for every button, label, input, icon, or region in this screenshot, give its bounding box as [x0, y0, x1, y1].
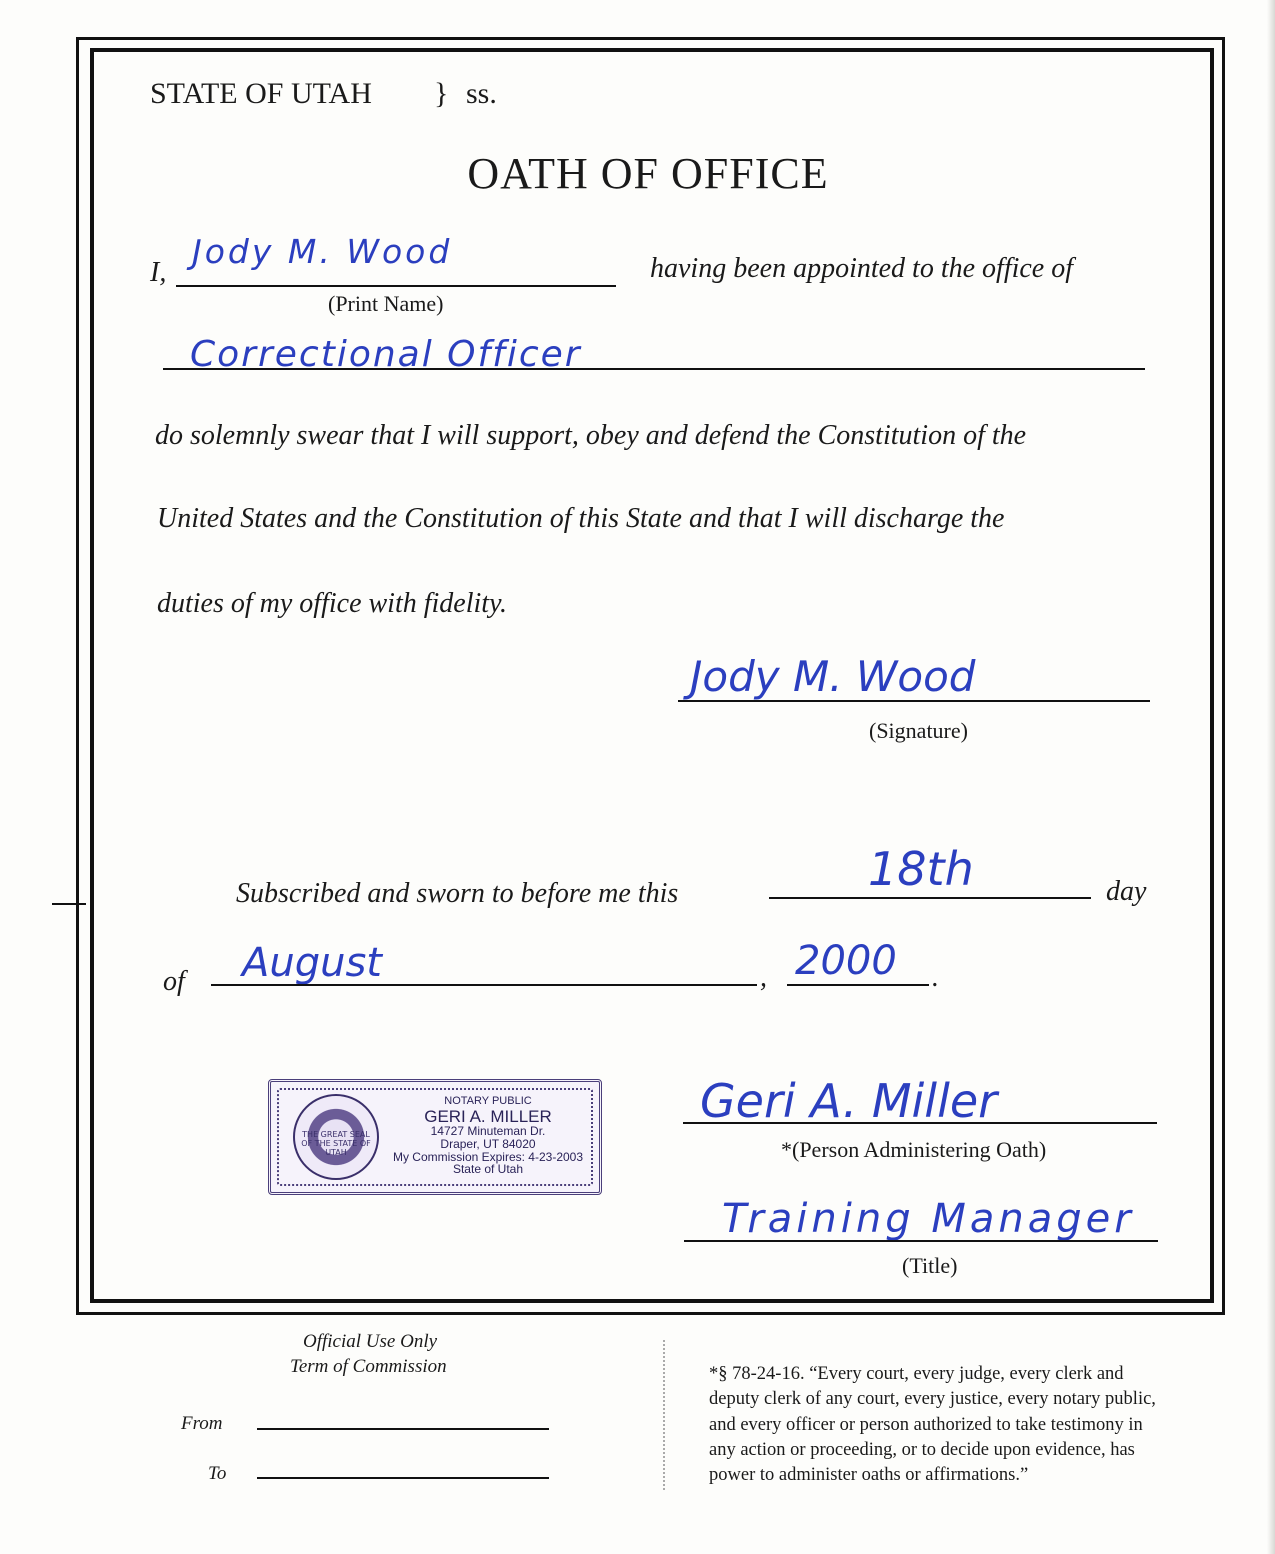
administrator-signature: Geri A. Miller: [700, 1074, 998, 1128]
to-line[interactable]: [257, 1477, 549, 1479]
year-period: .: [932, 962, 939, 993]
signature-line[interactable]: [678, 700, 1150, 702]
official-use-heading: Official Use Only: [303, 1331, 438, 1352]
month-line[interactable]: [211, 984, 757, 986]
stamp-line-5: My Commission Expires: 4-23-2003: [392, 1149, 584, 1164]
to-label: To: [208, 1463, 227, 1484]
oath-body-line-2: United States and the Constitution of this State and that I will discharge the: [157, 503, 1005, 534]
of-label: of: [163, 966, 185, 997]
stamp-line-6: State of Utah: [452, 1162, 524, 1177]
page-edge-shadow: [1267, 0, 1275, 1554]
stamp-line-1: NOTARY PUBLIC: [444, 1095, 532, 1107]
signature-caption: (Signature): [869, 718, 968, 743]
title-line[interactable]: [684, 1240, 1158, 1242]
term-of-commission-heading: Term of Commission: [290, 1356, 447, 1377]
from-label: From: [181, 1413, 223, 1434]
stamp-text: [385, 1096, 591, 1176]
day-value: 18th: [868, 842, 974, 896]
statute-line-4: any action or proceeding, or to decide upon evidence, has: [709, 1440, 1135, 1461]
office-line[interactable]: [163, 368, 1145, 370]
appointed-text: having been appointed to the office of: [650, 253, 1074, 284]
oath-body-line-3: duties of my office with fidelity.: [157, 588, 507, 619]
signature-value: Jody M. Wood: [690, 652, 976, 701]
ss-label: ss.: [466, 77, 497, 110]
month-comma: ,: [760, 962, 767, 993]
office-value: Correctional Officer: [190, 334, 582, 375]
print-name-value: Jody M. Wood: [192, 232, 453, 271]
month-value: August: [242, 940, 382, 986]
year-value: 2000: [795, 938, 897, 984]
statute-line-3: and every officer or person authorized to take testimony in: [709, 1414, 1143, 1435]
administrator-caption: *(Person Administering Oath): [781, 1137, 1047, 1162]
day-line[interactable]: [769, 897, 1091, 899]
statute-quote: [709, 1362, 1229, 1489]
statute-line-5: power to administer oaths or affirmations.”: [709, 1465, 1029, 1486]
from-line[interactable]: [257, 1428, 549, 1430]
document-title: OATH OF OFFICE: [467, 149, 829, 198]
stamp-line-4: Draper, UT 84020: [440, 1136, 536, 1151]
statute-line-1: *§ 78-24-16. “Every court, every judge, every clerk and: [709, 1364, 1124, 1384]
oath-body-line-1: do solemnly swear that I will support, obey and defend the Constitution of the: [155, 420, 1027, 451]
seal-text: THE GREAT SEAL OF THE STATE OF UTAH: [301, 1130, 371, 1157]
brace: }: [434, 77, 449, 110]
notary-stamp: [268, 1079, 602, 1195]
stamp-line-3: 14727 Minuteman Dr.: [430, 1124, 546, 1139]
oath-prefix: I,: [150, 257, 167, 288]
title-caption: (Title): [902, 1253, 958, 1278]
title-value: Training Manager: [722, 1196, 1135, 1242]
state-seal-icon: [293, 1094, 379, 1180]
year-line[interactable]: [787, 984, 929, 986]
state-heading: STATE OF UTAH: [150, 77, 372, 110]
column-divider: [663, 1340, 665, 1490]
stamp-line-2: GERI A. MILLER: [424, 1106, 552, 1126]
administrator-line[interactable]: [683, 1122, 1157, 1124]
subscribed-text: Subscribed and sworn to before me this: [236, 878, 679, 909]
print-name-line[interactable]: [176, 285, 616, 287]
statute-line-2: deputy clerk of any court, every justice, every notary public,: [709, 1389, 1156, 1410]
day-label: day: [1106, 876, 1147, 907]
print-name-caption: (Print Name): [328, 291, 444, 316]
